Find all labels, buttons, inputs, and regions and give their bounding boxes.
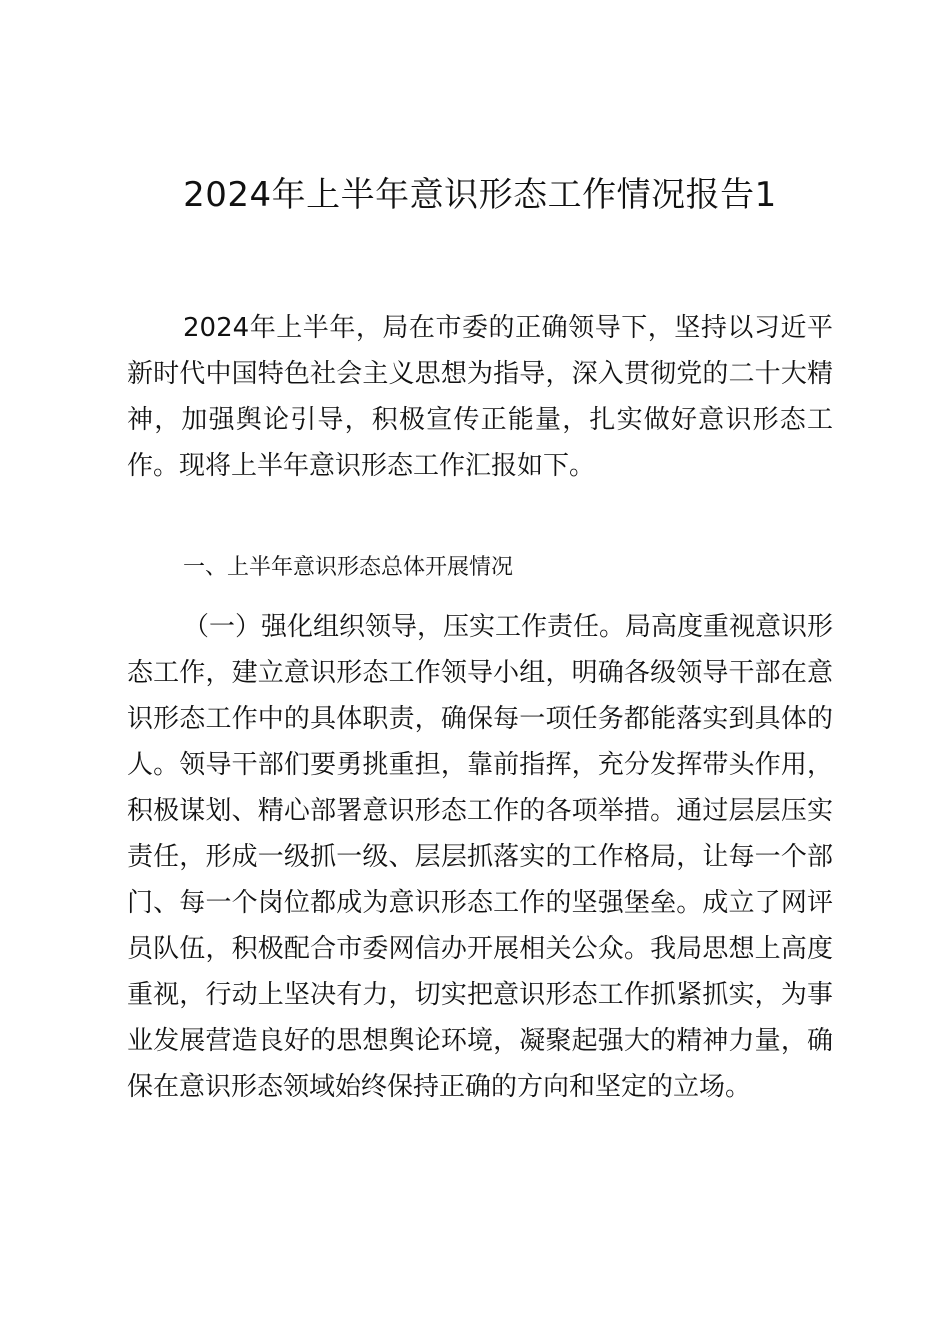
section-paragraph: （一）强化组织领导，压实工作责任。局高度重视意识形态工作，建立意识形态工作领导小组，明确各级领导干部在意识形态工作中的具体职责，确保每一项任务都能落实到具体的人。领导干部们要勇挑重担，靠前指挥，充分发挥带头作用，积极谋划、精心部署意识形态工作的各项举措。通过层层压实责任，形成一级抓一级、层层抓落实的工作格局，让每一个部门、每一个岗位都成为意识形态工作的坚强堡垒。成立了网评员队伍，积极配合市委网信办开展相关公众。我局思想上高度重视，行动上坚决有力，切实把意识形态工作抓紧抓实，为事业发展营造良好的思想舆论环境，凝聚起强大的精神力量，确保在意识形态领域始终保持正确的方向和坚定的立场。 [127, 612, 834, 1102]
intro-paragraph: 2024年上半年，局在市委的正确领导下，坚持以习近平新时代中国特色社会主义思想为指导，深入贯彻党的二十大精神，加强舆论引导，积极宣传正能量，扎实做好意识形态工作。现将上半年意识形态工作汇报如下。 [127, 313, 833, 481]
document-title: 2024年上半年意识形态工作情况报告1 [183, 175, 777, 215]
section-heading: 一、上半年意识形态总体开展情况 [183, 555, 514, 580]
